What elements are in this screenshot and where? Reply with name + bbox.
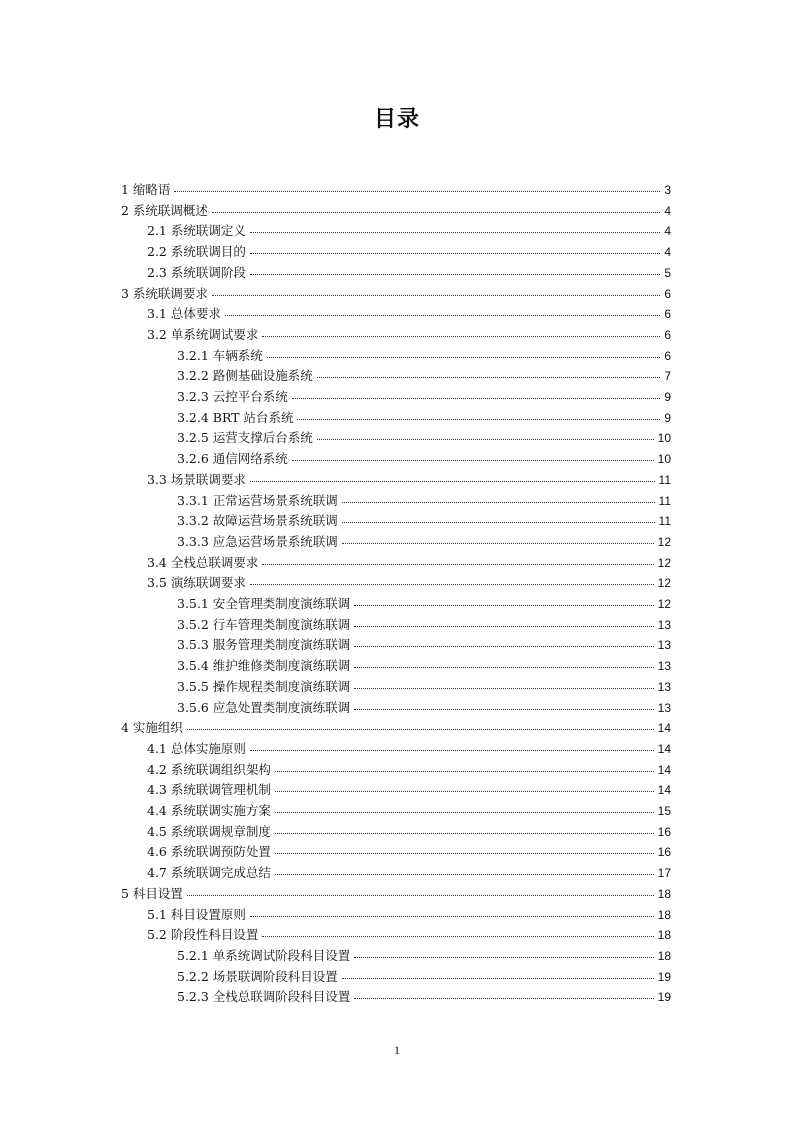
toc-entry-label: 3.5.2 行车管理类制度演练联调 [177, 616, 351, 632]
dot-leader [317, 438, 654, 440]
toc-entry-page: 9 [664, 410, 671, 425]
dot-leader [262, 335, 660, 337]
toc-entry-label: 5.2 阶段性科目设置 [147, 927, 259, 943]
toc-entry-page: 11 [658, 493, 671, 508]
toc-entry-page: 19 [657, 990, 671, 1005]
toc-entry-label: 5.2.3 全栈总联调阶段科目设置 [177, 989, 351, 1005]
toc-entry-page: 4 [664, 245, 671, 260]
toc-entry-page: 13 [657, 700, 671, 715]
toc-entry-label: 3.5.4 维护维修类制度演练联调 [177, 658, 351, 674]
toc-entry-label: 3.3.1 正常运营场景系统联调 [177, 492, 338, 508]
toc-entry-page: 13 [657, 617, 671, 632]
dot-leader [212, 294, 660, 296]
dot-leader [354, 625, 653, 627]
toc-entry-page: 13 [657, 659, 671, 674]
toc-entry-label: 4.5 系统联调规章制度 [147, 823, 271, 839]
toc-entry-page: 16 [657, 845, 671, 860]
toc-entry[interactable] [177, 615, 671, 635]
toc-entry-page: 18 [657, 886, 671, 901]
toc-entry-page: 13 [657, 679, 671, 694]
dot-leader [342, 521, 655, 523]
toc-entry-label: 2.3 系统联调阶段 [147, 264, 246, 280]
toc-entry[interactable] [147, 801, 671, 821]
toc-entry-label: 4 实施组织 [121, 720, 183, 736]
toc-entry[interactable] [177, 511, 671, 531]
toc-entry-label: 4.3 系统联调管理机制 [147, 782, 271, 798]
toc-entry-label: 3.3.2 故障运营场景系统联调 [177, 513, 338, 529]
toc-entry-page: 14 [657, 783, 671, 798]
toc-entry[interactable] [147, 470, 671, 490]
dot-leader [250, 915, 654, 917]
toc-entry[interactable] [177, 346, 671, 366]
dot-leader [354, 687, 653, 689]
toc-entry-label: 3 系统联调要求 [121, 285, 208, 301]
toc-entry[interactable] [177, 987, 671, 1007]
dot-leader [275, 770, 654, 772]
toc-entry-label: 3.5.3 服务管理类制度演练联调 [177, 637, 351, 653]
toc-entry[interactable] [177, 677, 671, 697]
toc-entry-label: 2.2 系统联调目的 [147, 244, 246, 260]
toc-entry-label: 3.2.1 车辆系统 [177, 347, 263, 363]
toc-entry[interactable] [147, 739, 671, 759]
dot-leader [275, 811, 654, 813]
toc-entry-page: 12 [657, 534, 671, 549]
dot-leader [354, 604, 653, 606]
toc-entry[interactable] [147, 263, 671, 283]
toc-entry[interactable] [121, 284, 671, 304]
dot-leader [354, 956, 653, 958]
toc-entry[interactable] [177, 366, 671, 386]
toc-entry[interactable] [121, 201, 671, 221]
toc-entry[interactable] [147, 221, 671, 241]
toc-entry-label: 3.2 单系统调试要求 [147, 326, 259, 342]
dot-leader [250, 231, 660, 233]
dot-leader [262, 563, 653, 565]
toc-entry[interactable] [121, 180, 671, 200]
toc-entry-label: 5.1 科目设置原则 [147, 906, 246, 922]
toc-entry[interactable] [147, 842, 671, 862]
toc-entry[interactable] [147, 242, 671, 262]
toc-entry-page: 12 [657, 576, 671, 591]
toc-entry-page: 15 [657, 804, 671, 818]
toc-entry[interactable] [177, 387, 671, 407]
toc-entry-page: 6 [664, 286, 671, 301]
toc-entry-label: 3.2.4 BRT 站台系统 [177, 409, 294, 425]
toc-entry-page: 7 [664, 369, 671, 384]
dot-leader [297, 418, 660, 420]
toc-entry[interactable] [177, 594, 671, 614]
toc-entry[interactable] [147, 822, 671, 842]
toc-entry[interactable] [177, 428, 671, 448]
toc-entry-page: 6 [664, 348, 671, 363]
dot-leader [354, 666, 653, 668]
toc-entry-page: 3 [664, 183, 671, 197]
toc-entry-label: 3.3.3 应急运营场景系统联调 [177, 533, 338, 549]
dot-leader [354, 708, 653, 710]
dot-leader [354, 645, 653, 647]
dot-leader [275, 852, 654, 854]
dot-leader [212, 211, 660, 213]
toc-entry[interactable] [177, 449, 671, 469]
toc-entry-page: 17 [657, 866, 671, 881]
toc-entry[interactable] [177, 408, 671, 428]
toc-entry[interactable] [147, 573, 671, 593]
toc-entry[interactable] [177, 491, 671, 511]
toc-entry-label: 3.1 总体要求 [147, 306, 221, 322]
toc-entry[interactable] [147, 304, 671, 324]
toc-entry-page: 4 [664, 203, 671, 218]
toc-entry-label: 3.4 全栈总联调要求 [147, 554, 259, 570]
page-title: 目录 [373, 107, 420, 132]
toc-entry-label: 4.6 系统联调预防处置 [147, 844, 271, 860]
toc-entry[interactable] [121, 884, 671, 904]
toc-entry-label: 3.2.5 运营支撑后台系统 [177, 430, 313, 446]
dot-leader [250, 252, 660, 254]
toc-entry-page: 12 [657, 597, 671, 611]
dot-leader [342, 501, 655, 503]
toc-entry-page: 11 [658, 514, 671, 529]
dot-leader [225, 314, 660, 316]
toc-entry-label: 5.2.2 场景联调阶段科目设置 [177, 968, 338, 984]
dot-leader [354, 997, 653, 999]
toc-entry-page: 18 [657, 907, 671, 922]
toc-entry-label: 5 科目设置 [121, 885, 183, 901]
toc-entry-label: 4.7 系统联调完成总结 [147, 865, 271, 881]
toc-entry-page: 10 [657, 452, 671, 467]
dot-leader [187, 894, 654, 896]
toc-entry[interactable] [147, 325, 671, 345]
toc-entry-label: 4.2 系统联调组织架构 [147, 761, 271, 777]
toc-entry-page: 11 [658, 472, 671, 487]
dot-leader [342, 977, 654, 979]
dot-leader [250, 273, 660, 275]
toc-entry[interactable] [121, 718, 671, 738]
toc-entry-label: 4.4 系统联调实施方案 [147, 803, 271, 818]
toc-entry[interactable] [177, 532, 671, 552]
toc-entry[interactable] [177, 698, 671, 718]
toc-entry[interactable] [147, 925, 671, 945]
toc-entry[interactable] [147, 760, 671, 780]
dot-leader [174, 190, 660, 192]
toc-entry-label: 3.2.6 通信网络系统 [177, 451, 288, 467]
toc-entry-label: 3.2.3 云控平台系统 [177, 389, 288, 404]
toc-entry[interactable] [147, 863, 671, 883]
toc-entry-page: 18 [657, 948, 671, 963]
toc-entry-label: 2 系统联调概述 [121, 202, 208, 218]
toc-entry-label: 3.5.5 操作规程类制度演练联调 [177, 678, 351, 694]
toc-entry-page: 16 [657, 824, 671, 839]
toc-entry-label: 5.2.1 单系统调试阶段科目设置 [177, 947, 351, 963]
toc-entry-label: 3.5.6 应急处置类制度演练联调 [177, 699, 351, 715]
dot-leader [275, 832, 654, 834]
dot-leader [250, 480, 655, 482]
toc-entry-page: 6 [664, 327, 671, 342]
toc-entry-page: 5 [664, 265, 671, 280]
dot-leader [275, 790, 654, 792]
toc-entry-label: 3.3 场景联调要求 [147, 471, 246, 487]
toc-entry-page: 13 [657, 638, 671, 653]
toc-entry[interactable] [177, 656, 671, 676]
dot-leader [250, 749, 654, 751]
toc-entry-page: 14 [657, 721, 671, 736]
toc-entry-label: 4.1 总体实施原则 [147, 740, 246, 756]
dot-leader [275, 873, 654, 875]
dot-leader [317, 376, 661, 378]
toc-entry-page: 12 [657, 555, 671, 570]
toc-entry-page: 14 [657, 762, 671, 777]
page-number: 1 [394, 1043, 400, 1057]
toc-entry-page: 6 [664, 307, 671, 322]
toc-entry[interactable] [177, 635, 671, 655]
toc-entry-page: 9 [664, 390, 671, 404]
toc-entry-label: 3.5.1 安全管理类制度演练联调 [177, 596, 351, 611]
toc-entry-page: 19 [657, 969, 671, 984]
toc-entry[interactable] [147, 780, 671, 800]
toc-entry-page: 14 [657, 741, 671, 756]
toc-entry-label: 1 缩略语 [121, 182, 171, 197]
dot-leader [292, 397, 661, 399]
dot-leader [187, 728, 654, 730]
toc-entry[interactable] [147, 553, 671, 573]
dot-leader [342, 542, 654, 544]
dot-leader [262, 935, 653, 937]
toc-entry-label: 3.5 演练联调要求 [147, 575, 246, 591]
toc-entry-label: 3.2.2 路侧基础设施系统 [177, 368, 313, 384]
toc-entry[interactable] [147, 905, 671, 925]
dot-leader [292, 459, 654, 461]
toc-entry-page: 10 [657, 431, 671, 446]
toc-entry-page: 4 [664, 224, 671, 239]
toc-entry[interactable] [177, 967, 671, 987]
toc-entry[interactable] [177, 946, 671, 966]
dot-leader [267, 356, 661, 358]
dot-leader [250, 583, 654, 585]
toc-entry-label: 2.1 系统联调定义 [147, 223, 246, 239]
toc-entry-page: 18 [657, 928, 671, 943]
